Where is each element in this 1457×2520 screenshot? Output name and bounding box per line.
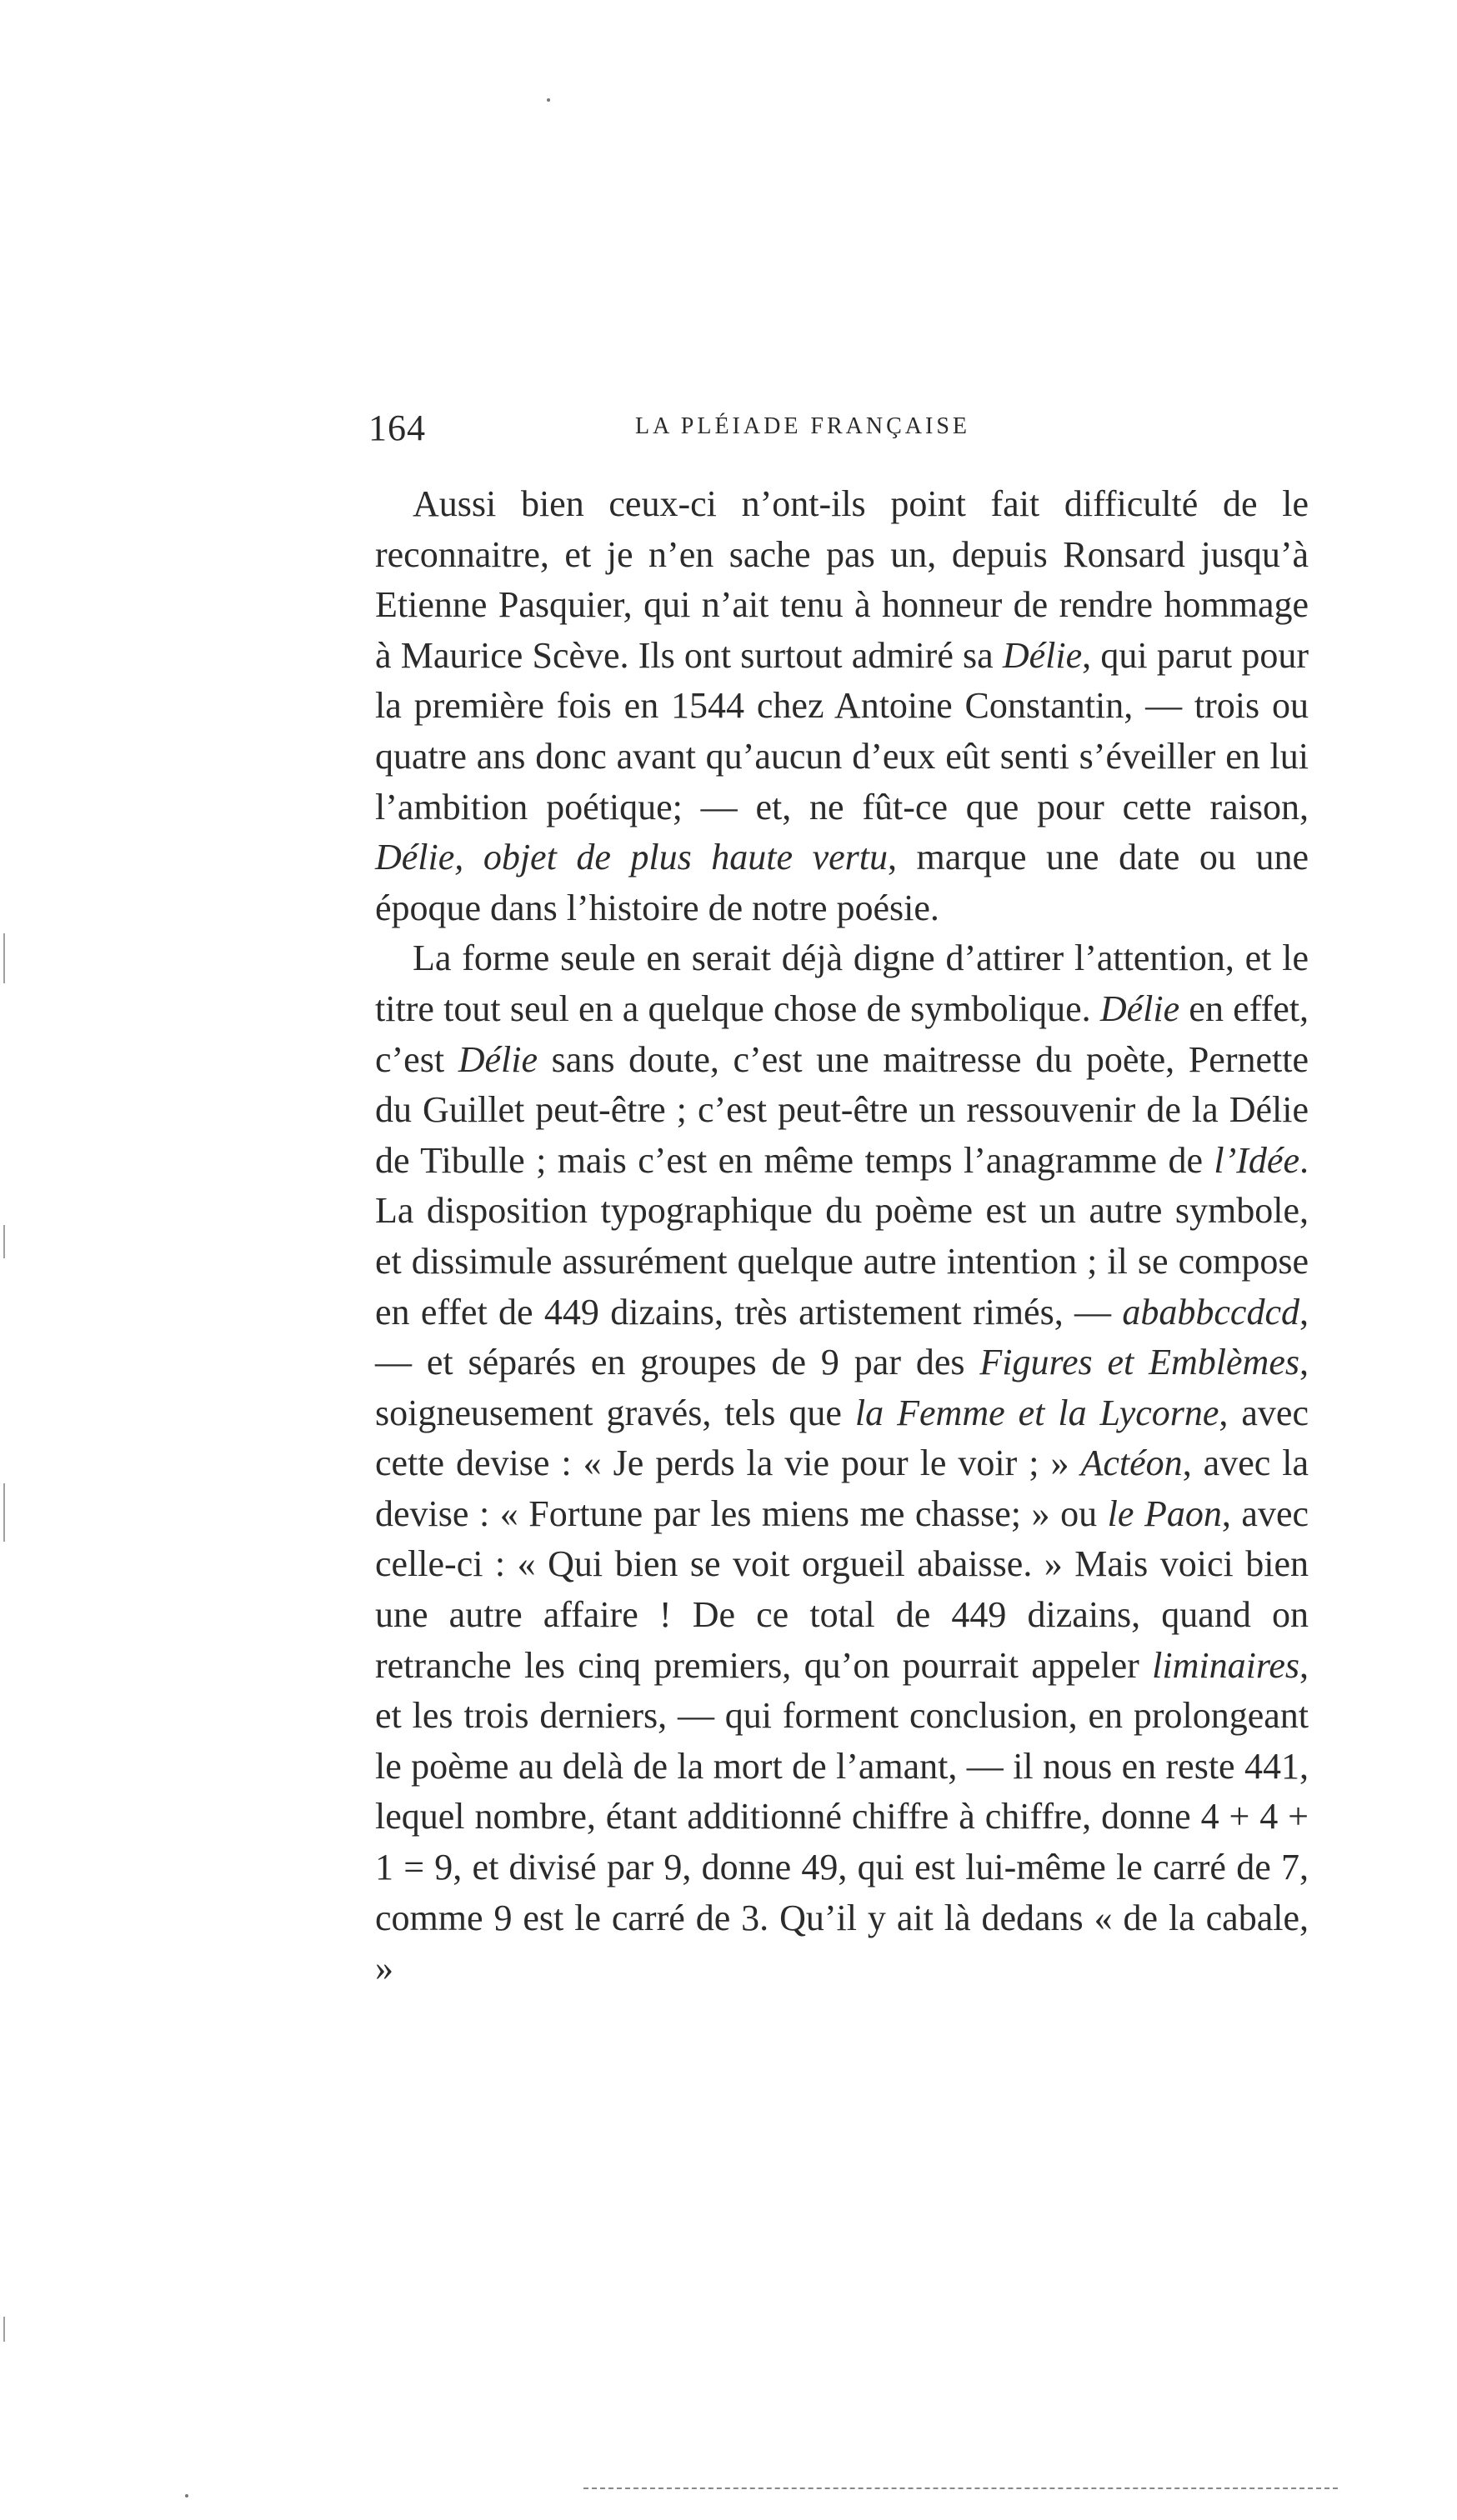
italic-title: la Femme et la Lycorne (854, 1392, 1219, 1433)
text-run: . La disposition typographique du poème est un autre symbole, et dissimule assurément quelque autre intention ; il se compose en effet de 449 dizains, très artistement rimés, — (375, 1139, 1309, 1332)
running-title: LA PLÉIADE FRANÇAISE (635, 413, 971, 439)
text-run: , — et séparés en groupes de 9 par des (375, 1291, 1309, 1383)
scan-margin-mark (3, 2317, 5, 2342)
text-run: , avec cette devise : « Je perds la vie pour le voir ; » (375, 1392, 1309, 1484)
text-run: sans doute, c’est une maitresse du poète, Pernette du Guillet peut-être ; c’est peut-être un ressouvenir de la Délie de Tibulle ; mais c’est en même temps l’anagramme de (375, 1038, 1309, 1181)
body-text (375, 479, 1309, 1994)
italic-title: Délie (1099, 988, 1180, 1029)
text-run: en effet, c’est (375, 988, 1309, 1080)
scan-margin-mark (3, 1225, 5, 1258)
paragraph-2 (375, 933, 1309, 1993)
italic-title: le Paon (1107, 1492, 1222, 1534)
text-run: , avec la devise : « Fortune par les miens me chasse; » ou (375, 1442, 1309, 1534)
scan-margin-mark (3, 933, 5, 983)
italic-title: Figures et Emblèmes (979, 1342, 1299, 1383)
italic-name: Actéon (1080, 1442, 1183, 1484)
scan-speck (185, 2494, 188, 2498)
text-run: , soigneusement gravés, tels que (375, 1342, 1309, 1433)
scan-speck (547, 98, 550, 102)
scan-margin-mark (3, 1483, 5, 1542)
text-run: La forme seule en serait déjà digne d’attirer l’attention, et le titre tout seul en a quelque chose de symbolique. (375, 938, 1309, 1029)
text-run: , marque une date ou une époque dans l’histoire de notre poésie. (375, 837, 1309, 928)
italic-word: l’Idée (1214, 1139, 1299, 1181)
text-run: , qui parut pour la première fois en 1544 chez Antoine Constantin, — trois ou quatre ans donc avant qu’aucun d’eux eût senti s’éveiller en lui l’ambition poétique; — et, ne fût-ce que pour cette raison, (375, 634, 1309, 828)
page-number: 164 (368, 408, 426, 448)
italic-rhyme-scheme: ababbccdcd (1122, 1291, 1299, 1332)
italic-word: liminaires (1152, 1644, 1299, 1686)
text-run: , et les trois derniers, — qui forment conclusion, en prolongeant le poème au delà de la mort de l’amant, — il nous en reste 441, lequel nombre, étant additionné chiffre à chiffre, donne 4 + 4 + 1 = 9, et divisé par 9, donne 49, qui est lui-même le carré de 7, comme 9 est le carré de 3. Qu’il y ait là dedans « de la cabale, » (375, 1644, 1309, 1989)
italic-title: Délie, objet de plus haute vertu (375, 837, 889, 878)
text-run: Aussi bien ceux-ci n’ont-ils point fait difficulté de le reconnaitre, et je n’en sache pas un, depuis Ronsard jusqu’à Etienne Pasquier, qui n’ait tenu à honneur de rendre hommage à Maurice Scève. Ils ont surtout admiré sa (375, 483, 1309, 676)
page-header (368, 407, 1302, 457)
text-run: , avec celle-ci : « Qui bien se voit orgueil abaisse. » Mais voici bien une autre affaire ! De ce total de 449 dizains, quand on retranche les cinq premiers, qu’on pourrait appeler (375, 1492, 1309, 1686)
italic-title: Délie (458, 1038, 538, 1080)
italic-title: Délie (1002, 634, 1083, 676)
paragraph-1 (375, 479, 1309, 933)
scan-bottom-dashed-line (583, 2488, 1338, 2489)
